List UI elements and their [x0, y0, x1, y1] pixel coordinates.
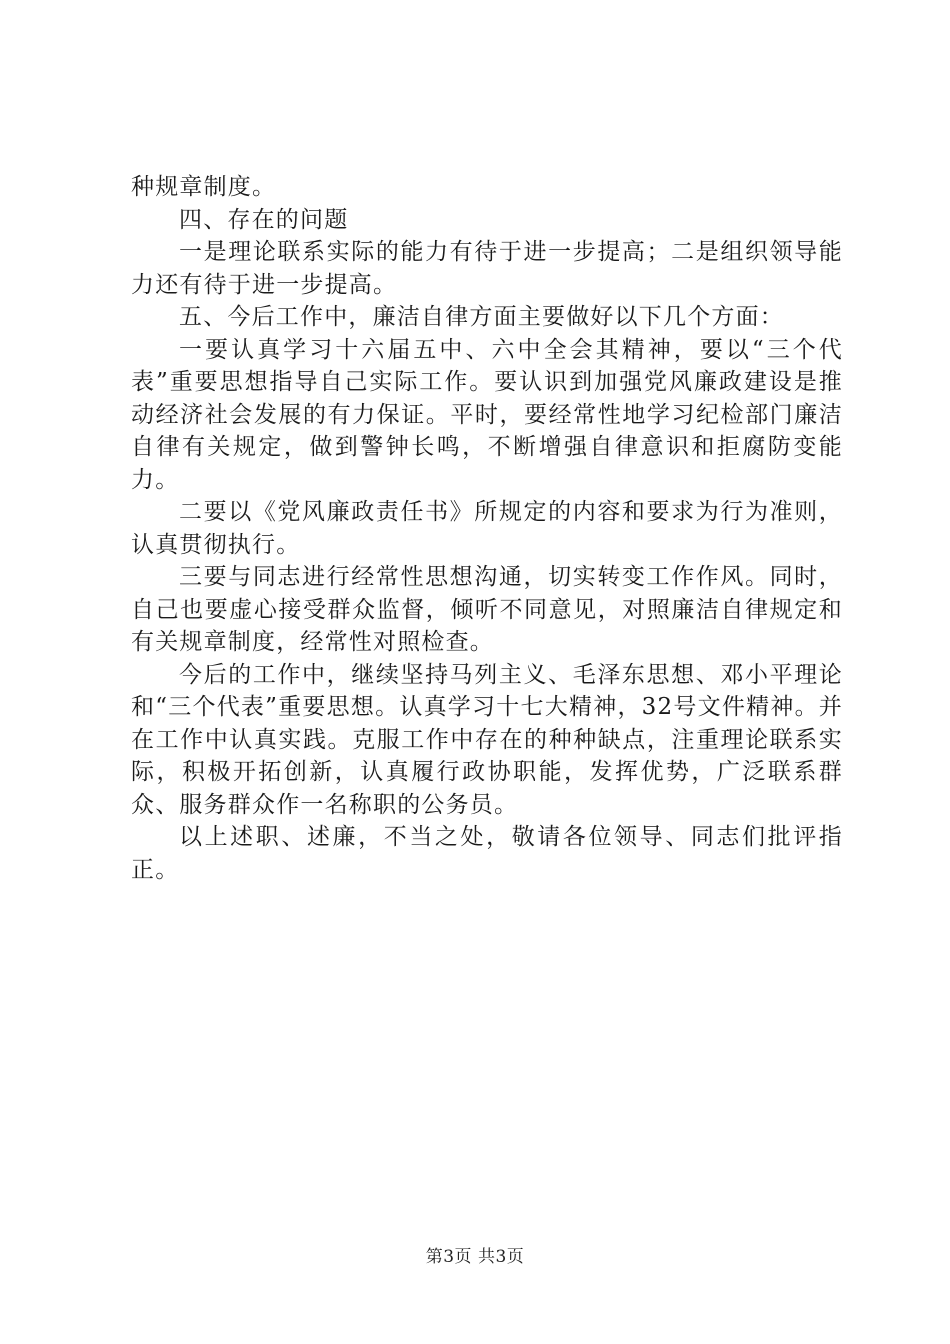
section-heading-problems: 四、存在的问题	[179, 206, 349, 233]
document-body	[131, 171, 843, 886]
paragraph-problems: 一是理论联系实际的能力有待于进一步提高；二是组织领导能力还有待于进一步提高。	[131, 239, 843, 298]
paragraph-closing: 以上述职、述廉，不当之处，敬请各位领导、同志们批评指正。	[131, 824, 843, 883]
paragraph-second-requirement: 二要以《党风廉政责任书》所规定的内容和要求为行为准则，认真贯彻执行。	[131, 499, 843, 558]
page-number-footer: 第3页 共3页	[425, 1247, 525, 1267]
section-heading-future-work: 五、今后工作中，廉洁自律方面主要做好以下几个方面：	[179, 304, 784, 330]
paragraph-continuation: 种规章制度。	[131, 174, 277, 200]
paragraph-future-plan: 今后的工作中，继续坚持马列主义、毛泽东思想、邓小平理论和“三个代表”重要思想。认真学习十七大精神，32号文件精神。并在工作中认真实践。克服工作中存在的种种缺点，注重理论联系实际，积极开拓创新，认真履行政协职能，发挥优势，广泛联系群众、服务群众作一名称职的公务员。	[131, 661, 843, 818]
paragraph-third-requirement: 三要与同志进行经常性思想沟通，切实转变工作作风。同时，自己也要虚心接受群众监督，倾听不同意见，对照廉洁自律规定和有关规章制度，经常性对照检查。	[131, 564, 843, 655]
paragraph-first-requirement: 一要认真学习十六届五中、六中全会其精神，要以“三个代表”重要思想指导自己实际工作。要认识到加强党风廉政建设是推动经济社会发展的有力保证。平时，要经常性地学习纪检部门廉洁自律有关规定，做到警钟长鸣，不断增强自律意识和拒腐防变能力。	[131, 336, 843, 493]
